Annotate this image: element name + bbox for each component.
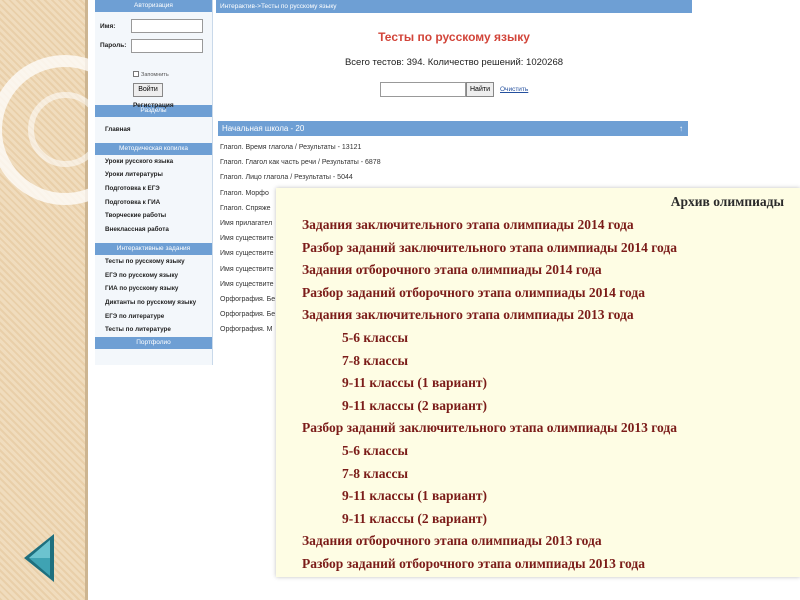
test-link[interactable]: Имя существите — [220, 280, 274, 288]
register-link[interactable]: Регистрация — [133, 102, 174, 109]
archive-link[interactable]: Разбор заданий отборочного этапа олимпиады 2013 года — [302, 555, 645, 571]
archive-link[interactable]: Разбор заданий отборочного этапа олимпиады 2014 года — [302, 284, 645, 300]
remember-checkbox[interactable] — [133, 71, 139, 77]
sidebar-item[interactable]: ГИА по русскому языку — [105, 285, 179, 293]
test-link[interactable]: Глагол. Морфо — [220, 189, 269, 197]
test-link[interactable]: Имя прилагател — [220, 219, 273, 227]
interactive-header: Интерактивные задания — [95, 243, 212, 255]
password-input[interactable] — [131, 39, 203, 53]
archive-sublink[interactable]: 9-11 классы (1 вариант) — [342, 375, 487, 391]
name-input[interactable] — [131, 19, 203, 33]
archive-link[interactable]: Задания заключительного этапа олимпиады 2014 года — [302, 217, 634, 232]
test-link[interactable]: Орфография. Бе — [220, 311, 276, 319]
auth-header: Авторизация — [95, 0, 212, 12]
sidebar-item[interactable]: Тесты по русскому языку — [105, 257, 185, 265]
sidebar-item[interactable]: ЕГЭ по литературе — [105, 312, 165, 320]
archive-panel — [276, 188, 800, 577]
archive-link[interactable]: Задания заключительного этапа олимпиады 2013 года — [302, 307, 634, 323]
archive-sublink[interactable]: 9-11 классы (2 вариант) — [342, 397, 487, 413]
sidebar-item[interactable]: Подготовка к ЕГЭ — [105, 185, 160, 193]
sidebar-item[interactable]: Диктанты по русскому языку — [105, 298, 197, 306]
tests-stats: Всего тестов: 394. Количество решений: 1020268 — [344, 57, 564, 68]
archive-sublink[interactable]: 9-11 классы (2 вариант) — [342, 510, 487, 526]
test-link[interactable]: Имя существите — [220, 250, 274, 258]
search-input[interactable] — [380, 82, 466, 97]
back-arrow-icon[interactable] — [22, 532, 56, 584]
section-header — [218, 121, 688, 136]
archive-sublink[interactable]: 5-6 классы — [342, 442, 408, 458]
test-link[interactable]: Глагол. Время глагола / Результаты - 13121 — [220, 144, 362, 151]
sections-header: Разделы — [95, 105, 212, 117]
sidebar-item[interactable]: Подготовка к ГИА — [105, 198, 161, 206]
sidebar-item[interactable]: Тесты по литературе — [105, 326, 171, 334]
up-arrow-icon[interactable]: ↑ — [679, 124, 683, 133]
remember-label: Запомнить — [141, 72, 169, 78]
page-title: Тесты по русскому языку — [378, 30, 530, 44]
password-label: Пароль: — [100, 42, 127, 49]
archive-sublink[interactable]: 9-11 классы (1 вариант) — [342, 488, 487, 504]
test-link[interactable]: Имя существите — [220, 265, 274, 273]
archive-link[interactable]: Разбор заданий заключительного этапа олимпиады 2013 года — [302, 420, 677, 436]
left-sidebar — [95, 0, 213, 365]
auth-form — [95, 12, 212, 109]
test-link[interactable]: Глагол. Спряже — [220, 204, 271, 212]
archive-title: Архив олимпиады — [670, 194, 784, 209]
login-button[interactable]: Войти — [133, 83, 163, 97]
test-link[interactable]: Глагол. Глагол как часть речи / Результаты - 6878 — [220, 159, 381, 167]
section-title: Начальная школа - 20 — [222, 124, 305, 133]
test-link[interactable]: Орфография. Бе — [220, 295, 276, 303]
methodics-header: Методическая копилка — [95, 143, 212, 155]
test-link[interactable]: Глагол. Лицо глагола / Результаты - 5044 — [220, 174, 353, 182]
name-label: Имя: — [100, 23, 116, 30]
archive-link[interactable]: Задания отборочного этапа олимпиады 2013 года — [302, 533, 602, 549]
sidebar-item[interactable]: Творческие работы — [105, 212, 167, 220]
archive-sublink[interactable]: 7-8 классы — [342, 465, 408, 481]
sidebar-item-home[interactable]: Главная — [105, 126, 131, 133]
clear-link[interactable]: Очистить — [500, 86, 529, 93]
archive-link[interactable]: Разбор заданий заключительного этапа олимпиады 2014 года — [302, 239, 677, 255]
archive-list — [302, 217, 677, 579]
sidebar-item[interactable]: Внеклассная работа — [105, 226, 169, 234]
breadcrumb: Интерактив->Тесты по русскому языку — [216, 0, 692, 13]
archive-sublink[interactable]: 5-6 классы — [342, 329, 408, 345]
sidebar-item[interactable]: Уроки русского языка — [105, 157, 174, 165]
test-link[interactable]: Имя существите — [220, 235, 274, 243]
portfolio-header: Портфолио — [95, 337, 212, 349]
test-link[interactable]: Орфография. М — [220, 326, 273, 334]
remember-checkbox-row[interactable] — [133, 71, 169, 78]
sidebar-item[interactable]: ЕГЭ по русскому языку — [105, 271, 179, 279]
archive-link[interactable]: Задания отборочного этапа олимпиады 2014 года — [302, 262, 602, 278]
sidebar-item[interactable]: Уроки литературы — [105, 171, 163, 179]
search-button[interactable]: Найти — [466, 82, 494, 97]
archive-sublink[interactable]: 7-8 классы — [342, 352, 408, 368]
